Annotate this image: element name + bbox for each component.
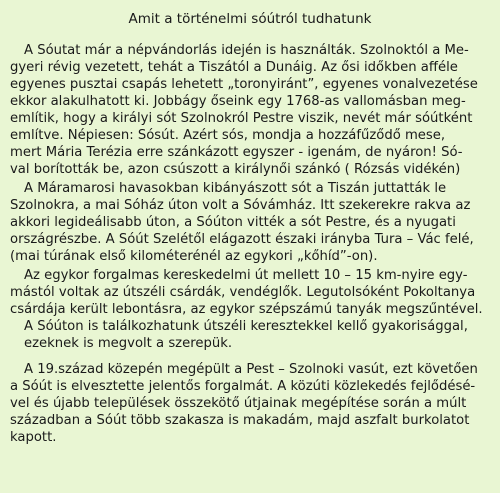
document-title: Amit a történelmi sóútról tudhatunk bbox=[128, 11, 372, 27]
text-line: A Máramarosi havasokban kibányászott sót a Tiszán juttatták le bbox=[24, 181, 447, 196]
text-line: gyeri révig vezetett, tehát a Tiszától a Dunáig. Az ősi időkben afféle bbox=[10, 60, 458, 75]
text-line: ekkor alakulhatott ki. Jobbágy őseink egy 1768-as vallomásban meg- bbox=[10, 94, 466, 109]
text-line: országrészbe. A Sóút Szelétől elágazott északi irányba Tura – Vác felé, bbox=[10, 232, 474, 247]
text-line: egyenes pusztai csapás lehetett „toronyiránt”, egyenes vonalvezetése bbox=[10, 77, 478, 92]
text-line: mert Mária Terézia erre szánkázott egyszer - igenám, de nyáron! Só- bbox=[10, 145, 463, 160]
text-line: val borították be, azon csúszott a királynői szánkó ( Rózsás vidékén) bbox=[10, 162, 461, 177]
text-line: említik, hogy a királyi sót Szolnokról Pestre viszik, nevét már sóútként bbox=[10, 111, 473, 126]
text-line: mástól voltak az útszéli csárdák, vendéglők. Legutolsóként Pokoltanya bbox=[10, 285, 476, 300]
text-line: ezeknek is megvolt a szerepük. bbox=[24, 336, 233, 351]
text-line: csárdája került lebontásra, az egykor szépszámú tanyák megszűntével. bbox=[10, 302, 483, 317]
text-line: említve. Népiesen: Sósút. Azért sós, mondja a hozzáfűződő mese, bbox=[10, 128, 446, 143]
text-line: (mai túrának első kilométerénél az egykori „kőhíd”-on). bbox=[10, 249, 378, 264]
text-line: akkori legideálisabb úton, a Sóúton vitték a sót Pestre, és a nyugati bbox=[10, 215, 456, 230]
text-line: A Sóúton is találkozhatunk útszéli keresztekkel kellő gyakorisággal, bbox=[24, 319, 468, 334]
text-line: kapott. bbox=[10, 430, 57, 445]
text-line: Az egykor forgalmas kereskedelmi út mellett 10 – 15 km-nyire egy- bbox=[24, 268, 468, 283]
text-line: Szolnokra, a mai Sóház úton volt a Sóvámház. Itt szekerekre rakva az bbox=[10, 198, 471, 213]
text-line: században a Sóút több szakasza is makadám, majd aszfalt burkolatot bbox=[10, 413, 470, 428]
text-line: A Sóutat már a népvándorlás idején is használták. Szolnoktól a Me- bbox=[24, 43, 469, 58]
text-line: vel és újabb települések összekötő útjainak megépítése során a múlt bbox=[10, 396, 467, 411]
text-line: A 19.század közepén megépült a Pest – Szolnoki vasút, ezt követően bbox=[24, 362, 478, 377]
text-line: a Sóút is elvesztette jelentős forgalmát. A közúti közlekedés fejlődésé- bbox=[10, 379, 476, 394]
